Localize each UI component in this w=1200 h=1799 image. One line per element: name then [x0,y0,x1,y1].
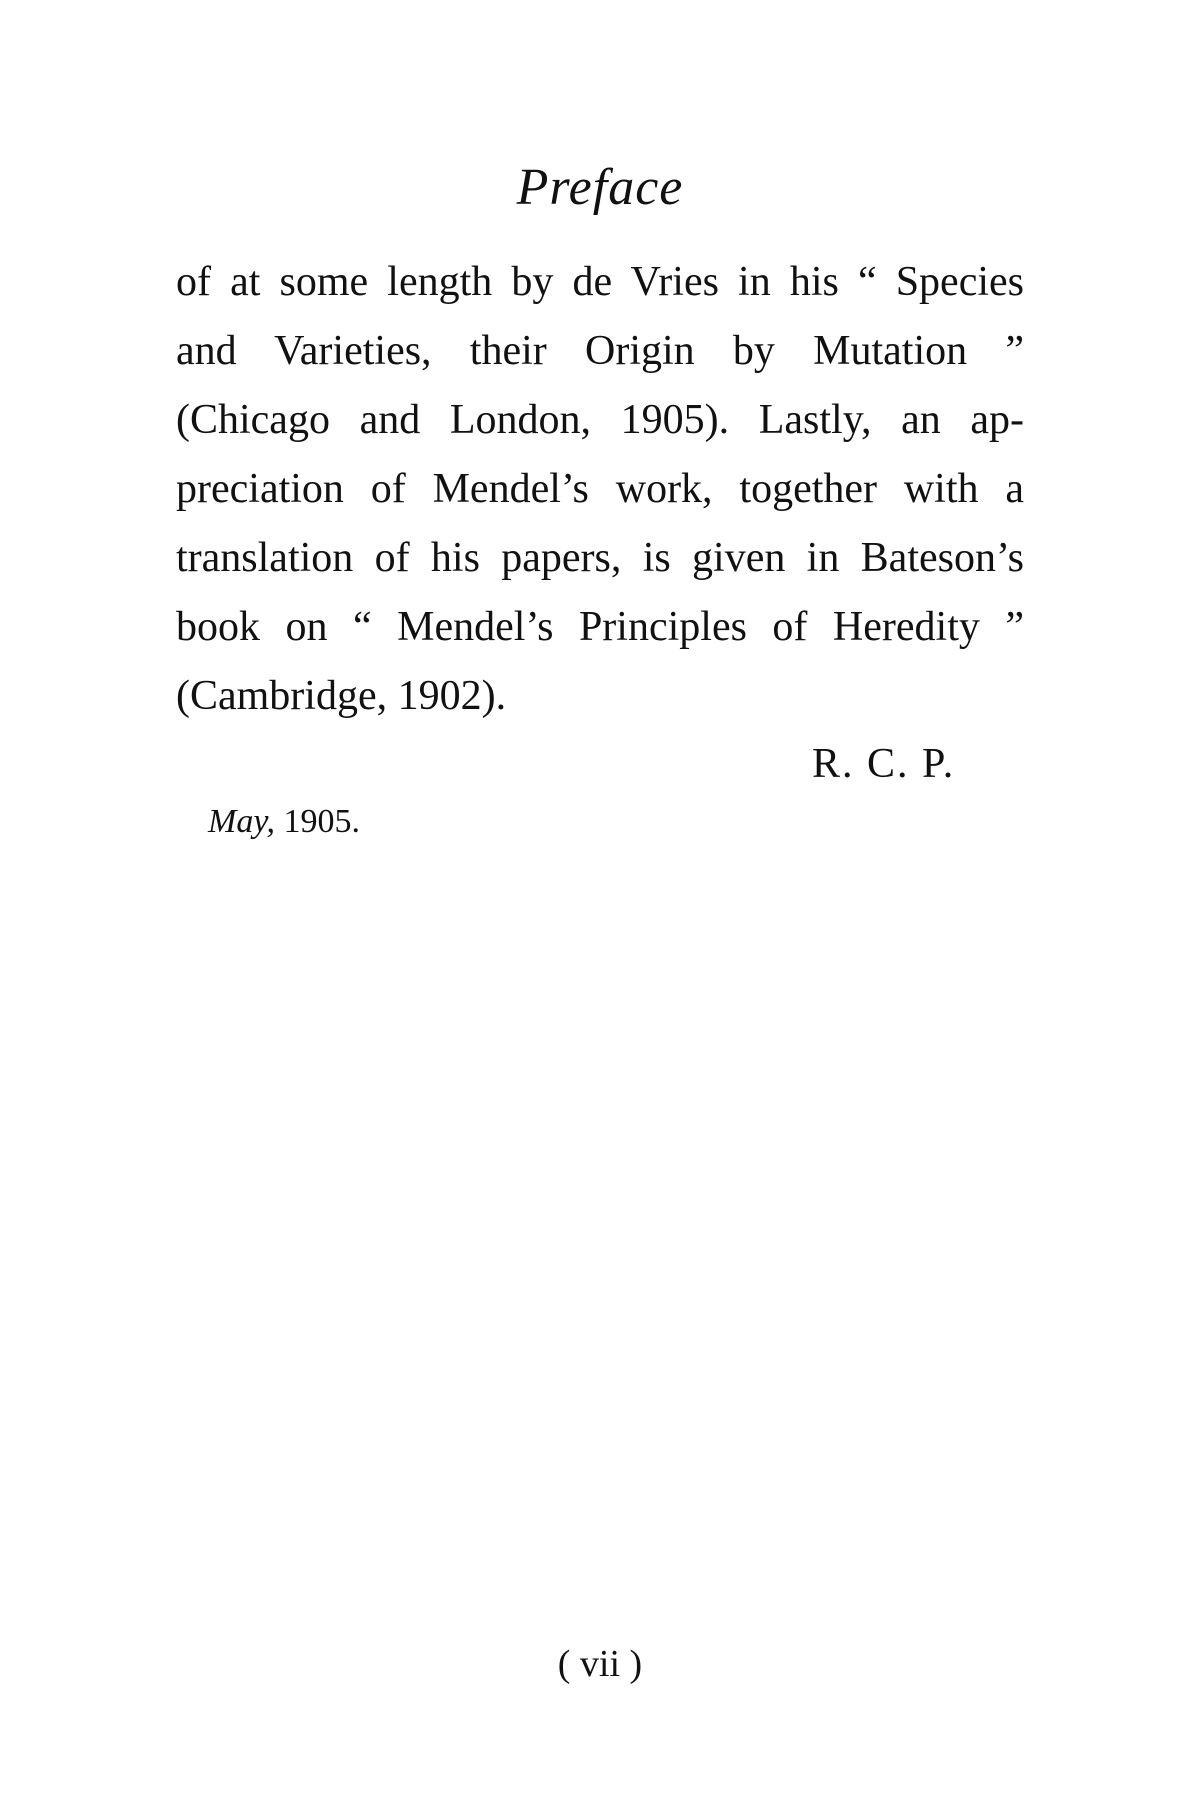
running-head: Preface [516,159,684,216]
text-line: of at some length by de Vries in his “ Species [176,259,1024,305]
author-initials: R. C. P. [812,741,956,787]
date-year: 1905. [283,803,361,840]
date-month: May, [208,803,276,840]
text-line: translation of his papers, is given in Bateson’s [176,535,1024,581]
preface-paragraph [176,248,1024,731]
text-line: and Varieties, their Origin by Mutation ” [176,328,1024,374]
text-line: (Chicago and London, 1905). Lastly, an ap- [176,397,1024,443]
text-line: (Cambridge, 1902). [176,673,507,719]
dateline [208,800,360,844]
page-number: ( vii ) [557,1643,643,1685]
text-line: preciation of Mendel’s work, together with a [176,466,1024,512]
text-line: book on “ Mendel’s Principles of Heredity ” [176,604,1024,650]
